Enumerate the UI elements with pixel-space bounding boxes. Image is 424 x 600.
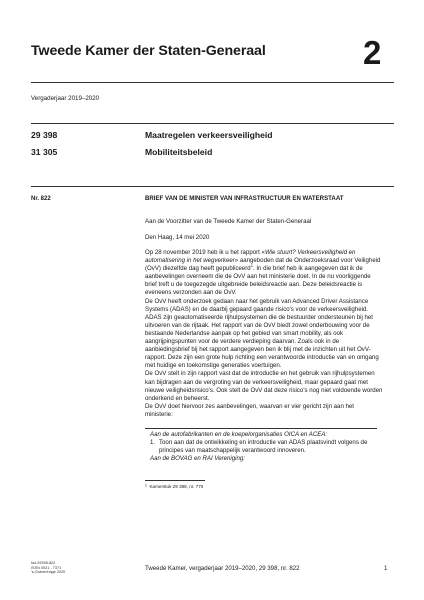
session-year: Vergaderjaar 2019–2020 <box>31 95 100 102</box>
chamber-title: Tweede Kamer der Staten-Generaal <box>31 43 266 59</box>
dossier-number: 31 305 <box>31 147 58 157</box>
paragraph: Op 28 november 2019 heb ik u het rapport «Wie stuurt? Verkeersveiligheid en automatisering in het wegverkeer» aangeboden dat de Onderzoeksraad voor Veiligheid (OvV) diezelfde dag heeft gepubliceerd$^1$. In die brief heb ik aangegeven dat ik de aanbevelingen overneem die de OvV aan het ministerie doet. In de nu voorliggende brief treft u de toegezegde uitgebreide beleidsreactie aan. Deze beleidsreactie is eveneens verzonden aan de OvV. <box>145 249 381 297</box>
page-number: 1 <box>384 565 388 572</box>
paragraph: De OvV stelt in zijn rapport vast dat de introductie en het gebruik van rijhulpsystemen kan bijdragen aan de vergroting van de verkeersveiligheid, maar gepaard gaat met nieuwe veiligheidsrisico's. Ook stelt de OvV dat deze risico's nog niet voldoende worden onderkend en beheerst. <box>145 370 383 402</box>
footnote-text: Kamerstuk 29 398, nr. 770 <box>149 484 204 489</box>
paragraph: De OvV heeft onderzoek gedaan naar het gebruik van Advanced Driver Assistance Systems (ADAS) en de daarbij gepaard gaande risico's voor de verkeersveiligheid. ADAS zijn geautomatiseerde rijhulpsystemen die de bestuurder ondersteunen bij het uitvoeren van de rijtaak. Het rapport van de OvV biedt zowel onderbouwing voor de bestaande Nederlandse aanpak op het gebied van smart mobility, als ook aangrijpingspunten voor de verdere verdieping daarvan. Zoals ook in de aanbiedingsbrief bij het rapport aangegeven ben ik blij met de inzichten uit het OvV-rapport. Deze zijn een grote hulp richting een verantwoorde introductie van en omgang met huidige en toekomstige generaties voertuigen. <box>145 297 379 370</box>
report-title: Wie stuurt? Verkeersveiligheid en automatisering in het wegverkeer <box>145 249 356 265</box>
footnote <box>145 484 203 489</box>
dossier-title: Mobiliteitsbeleid <box>145 147 213 157</box>
footnote-rule <box>145 480 205 481</box>
issn: ISSN 0921 - 7371 <box>31 565 62 570</box>
letter-number: Nr. 822 <box>31 196 51 202</box>
publication-meta <box>31 561 65 575</box>
dossier-title: Maatregelen verkeersveiligheid <box>145 130 273 140</box>
letter-title: BRIEF VAN DE MINISTER VAN INFRASTRUCTUUR EN WATERSTAAT <box>145 195 344 202</box>
addressee: Aan de Voorzitter van de Tweede Kamer der Staten-Generaal <box>145 218 312 225</box>
list-item <box>145 439 383 455</box>
dossier-rule <box>31 123 394 124</box>
footnote-mark: 1 <box>145 483 147 488</box>
item-number: 1. <box>150 439 156 447</box>
dossier-number: 29 398 <box>31 130 58 140</box>
quote-heading: Aan de BOVAG en RAI Vereniging: <box>150 455 245 463</box>
date-line: Den Haag, 14 mei 2020 <box>145 234 210 241</box>
document-id: kst-29398-822 <box>31 561 56 565</box>
publication-place: 's-Gravenhage 2020 <box>31 570 66 575</box>
header-rule <box>31 82 394 83</box>
page-footer: Tweede Kamer, vergaderjaar 2019–2020, 29 398, nr. 822 <box>145 565 300 572</box>
letter-rule <box>31 186 394 187</box>
item-text: Toon aan dat de ontwikkeling en introductie van ADAS plaatsvindt volgens de principes van maatschappelijk verantwoord innoveren. <box>159 439 368 455</box>
paragraph: De OvV doet hiervoor zes aanbevelingen, waarvan er vier gericht zijn aan het ministerie: <box>145 402 354 418</box>
footnote-reference: 1 <box>250 263 253 269</box>
letter-body <box>145 249 383 419</box>
quote-rule <box>145 428 377 429</box>
document-number: 2 <box>363 34 382 71</box>
quote-heading: Aan de autofabrikanten en de koepelorganisaties OICA en ACEA: <box>150 431 328 438</box>
recommendations-quote <box>145 431 383 463</box>
